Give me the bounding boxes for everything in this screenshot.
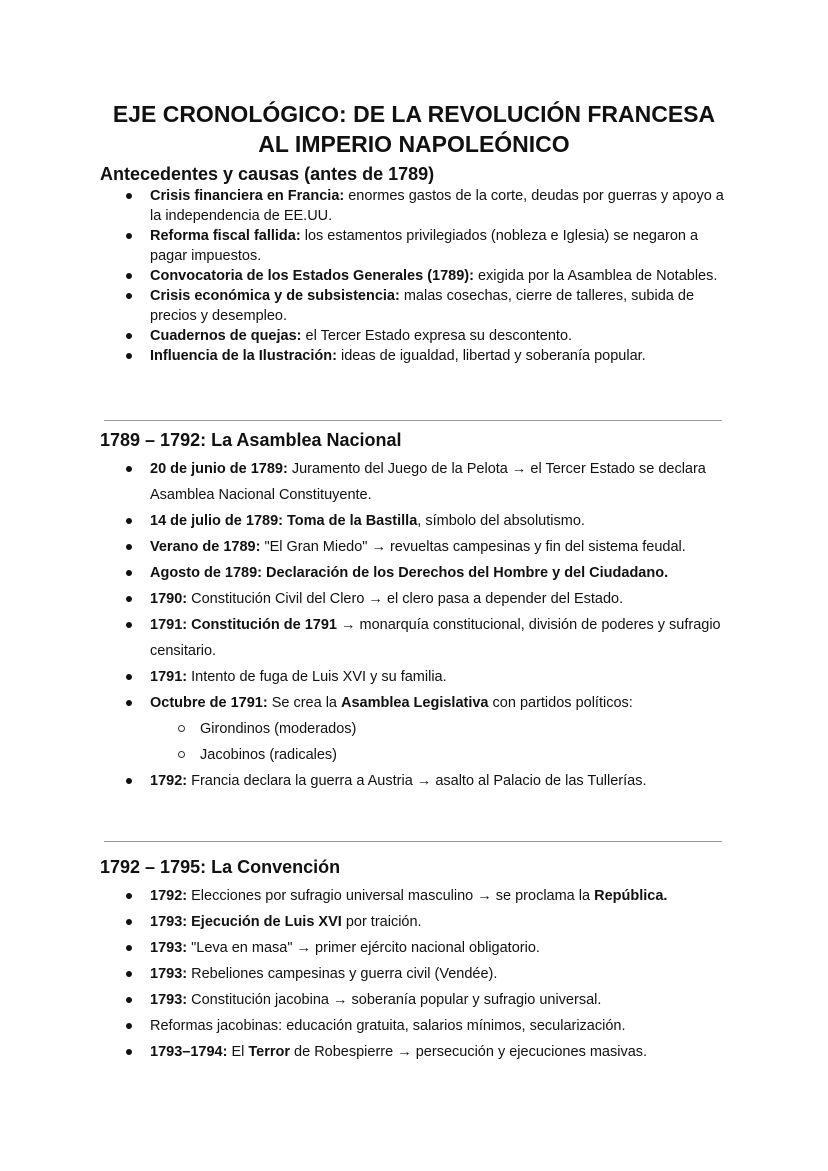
antecedentes-list xyxy=(150,186,730,366)
list-item: Verano de 1789: "El Gran Miedo" → revueltas campesinas y fin del sistema feudal. xyxy=(150,534,730,560)
list-item: 1792: Elecciones por sufragio universal masculino → se proclama la República. xyxy=(150,883,730,909)
list-item: Agosto de 1789: Declaración de los Derechos del Hombre y del Ciudadano. xyxy=(150,560,730,586)
list-item: 1793: Ejecución de Luis XVI por traición. xyxy=(150,909,730,935)
section-divider xyxy=(104,420,722,421)
title-line-2: AL IMPERIO NAPOLEÓNICO xyxy=(258,131,570,157)
list-item: 1791: Constitución de 1791 → monarquía constitucional, división de poderes y sufragio censitario. xyxy=(150,612,730,664)
list-item: 1793: Rebeliones campesinas y guerra civil (Vendée). xyxy=(150,961,730,987)
section-heading-asamblea-nacional: 1789 – 1792: La Asamblea Nacional xyxy=(100,430,402,450)
sublist xyxy=(150,716,730,768)
list-item: Cuadernos de quejas: el Tercer Estado expresa su descontento. xyxy=(150,326,730,346)
list-item: Octubre de 1791: Se crea la Asamblea Legislativa con partidos políticos: Girondinos (moderados) Jacobinos (radicales) xyxy=(150,690,730,768)
section-heading-antecedentes: Antecedentes y causas (antes de 1789) xyxy=(100,164,435,184)
list-item: Crisis económica y de subsistencia: malas cosechas, cierre de talleres, subida de precios y desempleo. xyxy=(150,286,730,326)
list-item: 14 de julio de 1789: Toma de la Bastilla, símbolo del absolutismo. xyxy=(150,508,730,534)
convencion-list xyxy=(150,883,730,1065)
document-title xyxy=(60,99,768,159)
sublist-item: Girondinos (moderados) xyxy=(200,716,730,742)
list-item: 1792: Francia declara la guerra a Austria → asalto al Palacio de las Tullerías. xyxy=(150,768,730,794)
list-item: 20 de junio de 1789: Juramento del Juego de la Pelota → el Tercer Estado se declara Asamblea Nacional Constituyente. xyxy=(150,456,730,508)
asamblea-list xyxy=(150,456,730,794)
list-item: Reforma fiscal fallida: los estamentos privilegiados (nobleza e Iglesia) se negaron a pagar impuestos. xyxy=(150,226,730,266)
section-heading-convencion: 1792 – 1795: La Convención xyxy=(100,857,341,877)
list-item: 1793: "Leva en masa" → primer ejército nacional obligatorio. xyxy=(150,935,730,961)
list-item: Reformas jacobinas: educación gratuita, salarios mínimos, secularización. xyxy=(150,1013,730,1039)
list-item: 1790: Constitución Civil del Clero → el clero pasa a depender del Estado. xyxy=(150,586,730,612)
list-item: 1793–1794: El Terror de Robespierre → persecución y ejecuciones masivas. xyxy=(150,1039,730,1065)
section-divider xyxy=(104,841,722,842)
list-item: Crisis financiera en Francia: enormes gastos de la corte, deudas por guerras y apoyo a la independencia de EE.UU. xyxy=(150,186,730,226)
list-item: Influencia de la Ilustración: ideas de igualdad, libertad y soberanía popular. xyxy=(150,346,730,366)
list-item: Convocatoria de los Estados Generales (1789): exigida por la Asamblea de Notables. xyxy=(150,266,730,286)
title-line-1: EJE CRONOLÓGICO: DE LA REVOLUCIÓN FRANCESA xyxy=(112,101,716,127)
sublist-item: Jacobinos (radicales) xyxy=(200,742,730,768)
list-item: 1793: Constitución jacobina → soberanía popular y sufragio universal. xyxy=(150,987,730,1013)
list-item: 1791: Intento de fuga de Luis XVI y su familia. xyxy=(150,664,730,690)
